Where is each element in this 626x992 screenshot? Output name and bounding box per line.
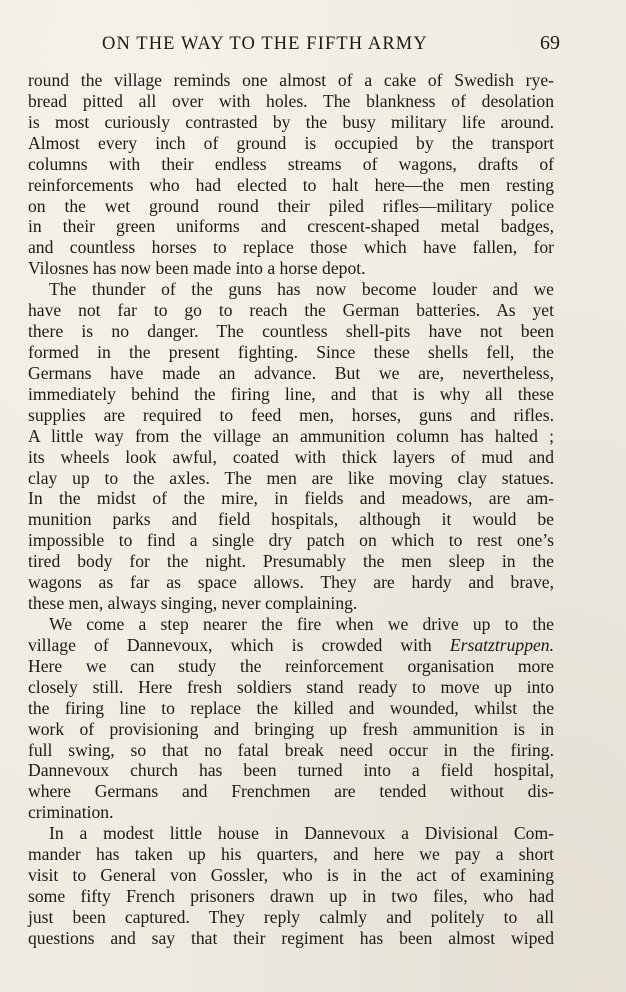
text-line: just been captured. They reply calmly and politely to all	[28, 906, 554, 927]
text-line: Germans have made an advance. But we are, nevertheless,	[28, 362, 554, 383]
text-line: munition parks and field hospitals, although it would be	[28, 509, 554, 530]
text-line: there is no danger. The countless shell-pits have not been	[28, 321, 554, 342]
text-line: In the midst of the mire, in fields and meadows, are am-	[28, 488, 554, 509]
text-line: work of provisioning and bringing up fresh ammunition is in	[28, 718, 554, 739]
text-line: mander has taken up his quarters, and here we pay a short	[28, 844, 554, 865]
text-line: columns with their endless streams of wagons, drafts of	[28, 153, 554, 174]
text-line: tired body for the night. Presumably the men sleep in the	[28, 551, 554, 572]
page-header	[28, 34, 560, 60]
text-line: full swing, so that no fatal break need occur in the firing.	[28, 739, 554, 760]
text-line: supplies are required to feed men, horses, guns and rifles.	[28, 404, 554, 425]
text-line: Here we can study the reinforcement organisation more	[28, 655, 554, 676]
text-line: have not far to go to reach the German batteries. As yet	[28, 300, 554, 321]
text-line: the firing line to replace the killed and wounded, whilst the	[28, 697, 554, 718]
page-number: 69	[540, 32, 560, 54]
text-line	[28, 635, 554, 656]
text-line: In a modest little house in Dannevoux a Divisional Com-	[49, 823, 554, 844]
text-line: in their green uniforms and crescent-shaped metal badges,	[28, 216, 554, 237]
text-line: is most curiously contrasted by the busy military life around.	[28, 111, 554, 132]
line-text: village of Dannevoux, which is crowded with	[28, 634, 450, 655]
body-text	[28, 70, 554, 949]
text-line: reinforcements who had elected to halt here—the men resting	[28, 174, 554, 195]
text-line: immediately behind the firing line, and that is why all these	[28, 383, 554, 404]
text-line: The thunder of the guns has now become louder and we	[49, 279, 554, 300]
text-line: questions and say that their regiment has been almost wiped	[28, 927, 554, 948]
text-line: crimination.	[28, 802, 114, 823]
text-line: We come a step nearer the fire when we drive up to the	[49, 613, 554, 634]
text-line: bread pitted all over with holes. The blankness of desolation	[28, 90, 554, 111]
text-line: on the wet ground round their piled rifles—military police	[28, 195, 554, 216]
text-line: closely still. Here fresh soldiers stand ready to move up into	[28, 676, 554, 697]
text-line: some fifty French prisoners drawn up in two files, who had	[28, 885, 554, 906]
text-line: these men, always singing, never complaining.	[28, 593, 358, 614]
italic-term: Ersatztruppen.	[449, 634, 554, 655]
text-line: clay up to the axles. The men are like moving clay statues.	[28, 467, 554, 488]
text-line: Almost every inch of ground is occupied by the transport	[28, 132, 554, 153]
text-line: visit to General von Gossler, who is in the act of examining	[28, 865, 554, 886]
text-line: A little way from the village an ammunition column has halted ;	[28, 425, 554, 446]
text-line: formed in the present fighting. Since these shells fell, the	[28, 341, 554, 362]
text-line: wagons as far as space allows. They are hardy and brave,	[28, 572, 554, 593]
text-line: and countless horses to replace those which have fallen, for	[28, 237, 554, 258]
running-head: ON THE WAY TO THE FIFTH ARMY	[102, 34, 428, 54]
text-line: Vilosnes has now been made into a horse depot.	[28, 258, 366, 279]
text-line: impossible to find a single dry patch on which to rest one’s	[28, 530, 554, 551]
text-line: Dannevoux church has been turned into a field hospital,	[28, 760, 554, 781]
text-line: round the village reminds one almost of a cake of Swedish rye-	[28, 70, 554, 90]
text-line: where Germans and Frenchmen are tended without dis-	[28, 781, 554, 802]
text-line: its wheels look awful, coated with thick layers of mud and	[28, 446, 554, 467]
